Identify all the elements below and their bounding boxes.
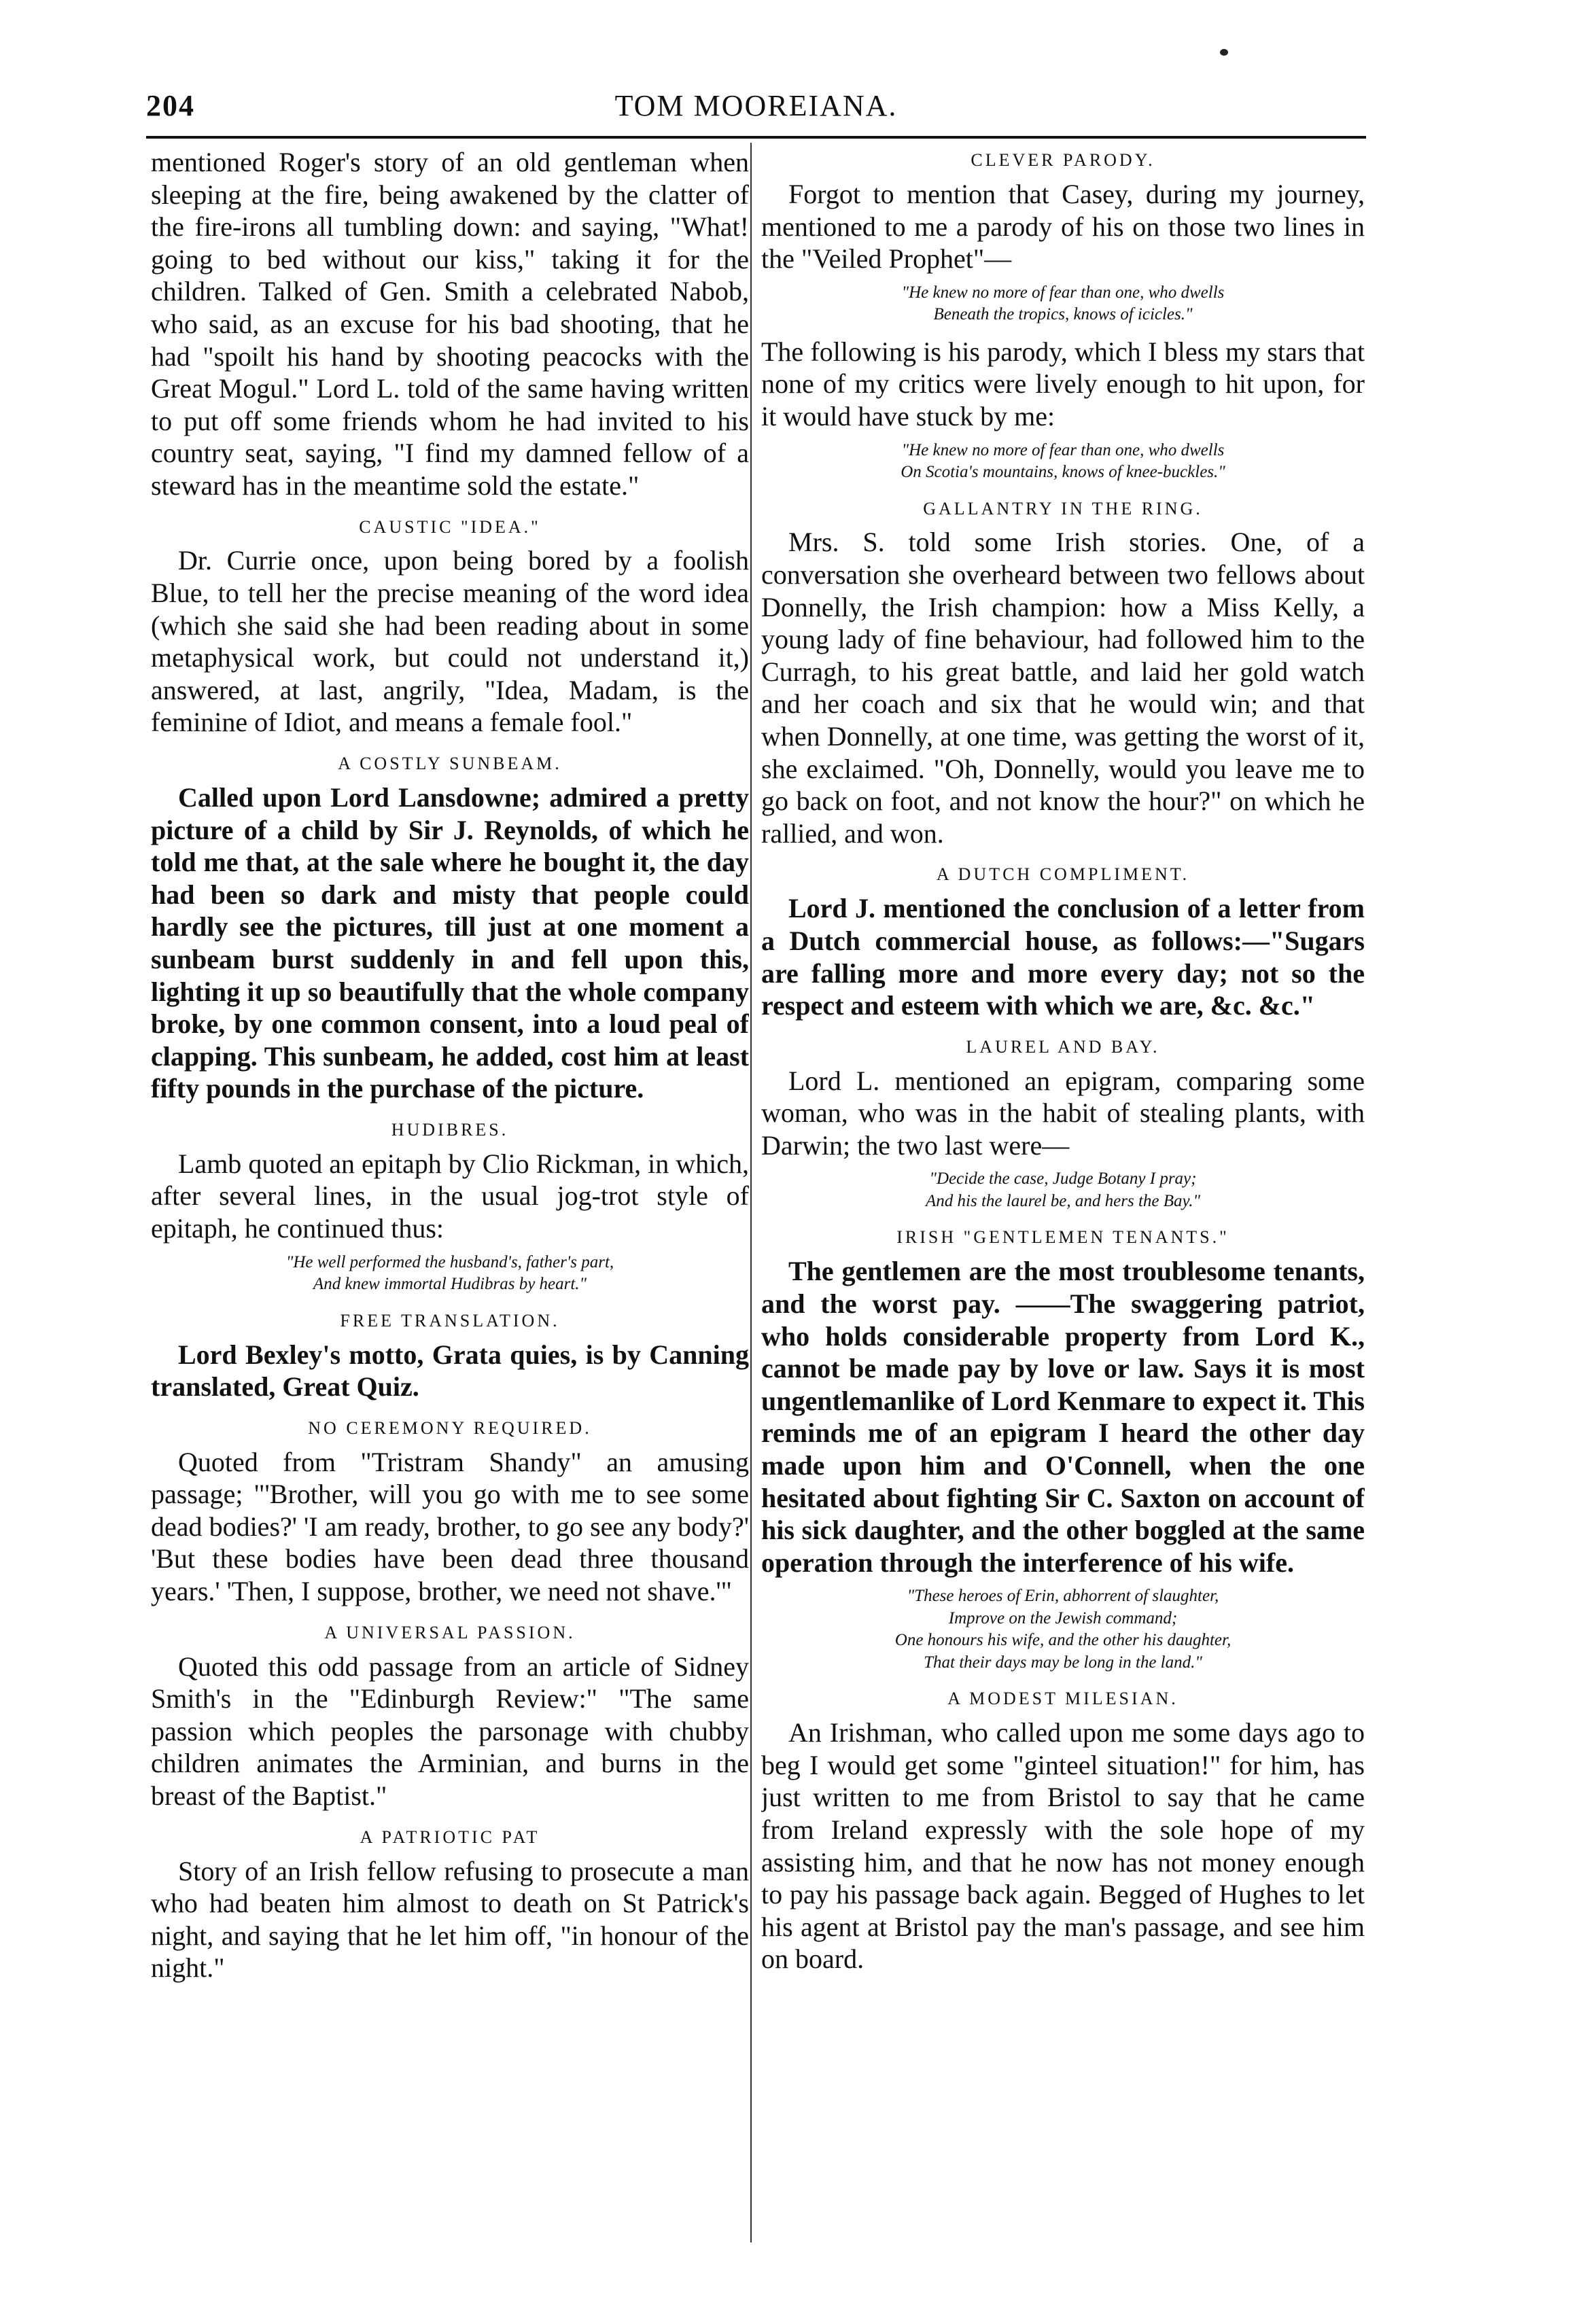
column-divider <box>750 143 752 2242</box>
intro-paragraph: mentioned Roger's story of an old gentleman when sleeping at the fire, being awakened by the clatter of the fire-irons all tumbling down: and saying, "What! going to bed without our kiss," taking it for the children. Talked of Gen. Smith a celebrated Nabob, who said, as an excuse for his bad shooting, that he had "spoilt his hand by shooting peacocks with the Great Mogul." Lord L. told of the same having written to put off some friends whom he had invited to his country seat, saying, "I find my damned fellow of a steward has in the meantime sold the estate." <box>151 147 749 501</box>
header-rule <box>146 136 1366 139</box>
section-title: HUDIBRES. <box>391 1119 509 1140</box>
verse-line: And knew immortal Hudibras by heart." <box>313 1275 587 1294</box>
section-body: The gentlemen are the most troublesome tenants, and the worst pay. ——The swaggering patriot, who holds considerable property from Lord K., cannot be made pay by love or law. Says it is most ungentlemanlike of Lord Kenmare to expect it. This reminds me of an epigram I heard the other day made upon him and O'Connell, when the one hesitated about fighting Sir C. Saxton on account of his sick daughter, and the other boggled at the same operation through the interference of his wife. <box>761 1256 1365 1578</box>
section-body: Forgot to mention that Casey, during my journey, mentioned to me a parody of his on those two lines in the "Veiled Prophet"— <box>761 178 1365 275</box>
section-title: A PATRIOTIC PAT <box>360 1827 540 1847</box>
section-body: Story of an Irish fellow refusing to prosecute a man who had beaten him almost to death on St Patrick's night, and saying that he let him off, "in honour of the night." <box>151 1855 749 1984</box>
verse-quote <box>761 282 1365 326</box>
section-body: Quoted from "Tristram Shandy" an amusing passage; "'Brother, will you go with me to see some dead bodies?' 'I am ready, brother, to go see any body?' 'But these bodies have been dead three thousand years.' 'Then, I suppose, brother, we need not shave.'" <box>151 1446 749 1607</box>
section-title: IRISH "GENTLEMEN TENANTS." <box>896 1227 1229 1248</box>
section-body: Quoted this odd passage from an article of Sidney Smith's in the "Edinburgh Review:" "The same passion which peoples the parsonage with chubby children animates the Arminian, and burns in the breast of the Baptist." <box>151 1651 749 1811</box>
section-body: Lamb quoted an epitaph by Clio Rickman, in which, after several lines, in the usual jog-trot style of epitaph, he continued thus: <box>151 1148 749 1244</box>
verse-line: "Decide the case, Judge Botany I pray; <box>929 1169 1197 1189</box>
section-title: GALLANTRY IN THE RING. <box>923 498 1203 518</box>
section-title: A DUTCH COMPLIMENT. <box>936 864 1190 885</box>
verse-line: "He well performed the husband's, father's part, <box>285 1252 614 1271</box>
section-title: A COSTLY SUNBEAM. <box>338 754 562 774</box>
section-body: Dr. Currie once, upon being bored by a foolish Blue, to tell her the precise meaning of the word idea (which she said she had been reading about in some metaphysical work, but could not understand it,) answered, at last, angrily, "Idea, Madam, is the feminine of Idiot, and means a female fool." <box>151 545 749 738</box>
section-title: LAUREL AND BAY. <box>966 1036 1160 1057</box>
section-body: Mrs. S. told some Irish stories. One, of a conversation she overheard between two fellows about Donnelly, the Irish champion: how a Miss Kelly, a young lady of fine behaviour, had followed him to the Curragh, to his great battle, and laid her gold watch and her coach and six that he would win; and that when Donnelly, at one time, was getting the worst of it, she exclaimed. "Oh, Donnelly, would you leave me to go back on foot, and not know the hour?" on which he rallied, and won. <box>761 527 1365 849</box>
verse-line: That their days may be long in the land." <box>924 1653 1202 1672</box>
running-title: TOM MOOREIANA. <box>614 89 898 122</box>
verse-quote <box>761 1168 1365 1212</box>
verse-line: One honours his wife, and the other his daughter, <box>894 1631 1232 1650</box>
verse-quote <box>761 1585 1365 1674</box>
verse-line: "These heroes of Erin, abhorrent of slaughter, <box>907 1587 1219 1606</box>
section-body: An Irishman, who called upon me some days ago to beg I would get some "ginteel situation!" for him, has just written to me from Bristol to say that he came from Ireland expressly with the sole hope of my assisting him, and that he now has not money enough to pay his passage back again. Begged of Hughes to let his agent at Bristol pay the man's passage, and see him on board. <box>761 1717 1365 1975</box>
section-body: Lord Bexley's motto, Grata quies, is by Canning translated, Great Quiz. <box>151 1339 749 1403</box>
section-body: The following is his parody, which I bless my stars that none of my critics were lively enough to hit upon, for it would have stuck by me: <box>761 336 1365 432</box>
verse-quote <box>151 1252 749 1296</box>
verse-quote <box>761 440 1365 484</box>
verse-line: Improve on the Jewish command; <box>948 1608 1178 1627</box>
section-title: A UNIVERSAL PASSION. <box>324 1622 576 1642</box>
section-body: Lord J. mentioned the conclusion of a letter from a Dutch commercial house, as follows:—"Sugars are falling more and more every day; not so the respect and esteem with which we are, &c. &c." <box>761 893 1365 1021</box>
right-column <box>761 146 1365 2246</box>
verse-line: "He knew no more of fear than one, who dwells <box>901 283 1225 302</box>
section-title: CAUSTIC "IDEA." <box>359 516 541 537</box>
page-number: 204 <box>146 89 195 122</box>
section-body: Called upon Lord Lansdowne; admired a pretty picture of a child by Sir J. Reynolds, of which he told me that, at the sale where he bought it, the day had been so dark and misty that people could hardly see the pictures, till just at one moment a sunbeam burst suddenly in and fell upon this, lighting it up so beautifully that the whole company broke, by one common consent, into a loud peal of clapping. This sunbeam, he added, cost him at least fifty pounds in the purchase of the picture. <box>151 781 749 1104</box>
section-title: A MODEST MILESIAN. <box>947 1689 1178 1709</box>
section-title: NO CEREMONY REQUIRED. <box>308 1418 592 1438</box>
section-body: Lord L. mentioned an epigram, comparing some woman, who was in the habit of stealing plants, with Darwin; the two last were— <box>761 1065 1365 1161</box>
section-title: FREE TRANSLATION. <box>340 1310 560 1331</box>
verse-line: "He knew no more of fear than one, who dwells <box>901 440 1225 459</box>
section-title: CLEVER PARODY. <box>971 150 1155 170</box>
ink-speck <box>1220 49 1228 56</box>
left-column <box>151 146 749 2246</box>
verse-line: And his the laurel be, and hers the Bay." <box>926 1191 1200 1210</box>
verse-line: Beneath the tropics, knows of icicles." <box>933 305 1193 324</box>
verse-line: On Scotia's mountains, knows of knee-buckles." <box>901 463 1225 481</box>
page-header <box>146 88 1366 136</box>
